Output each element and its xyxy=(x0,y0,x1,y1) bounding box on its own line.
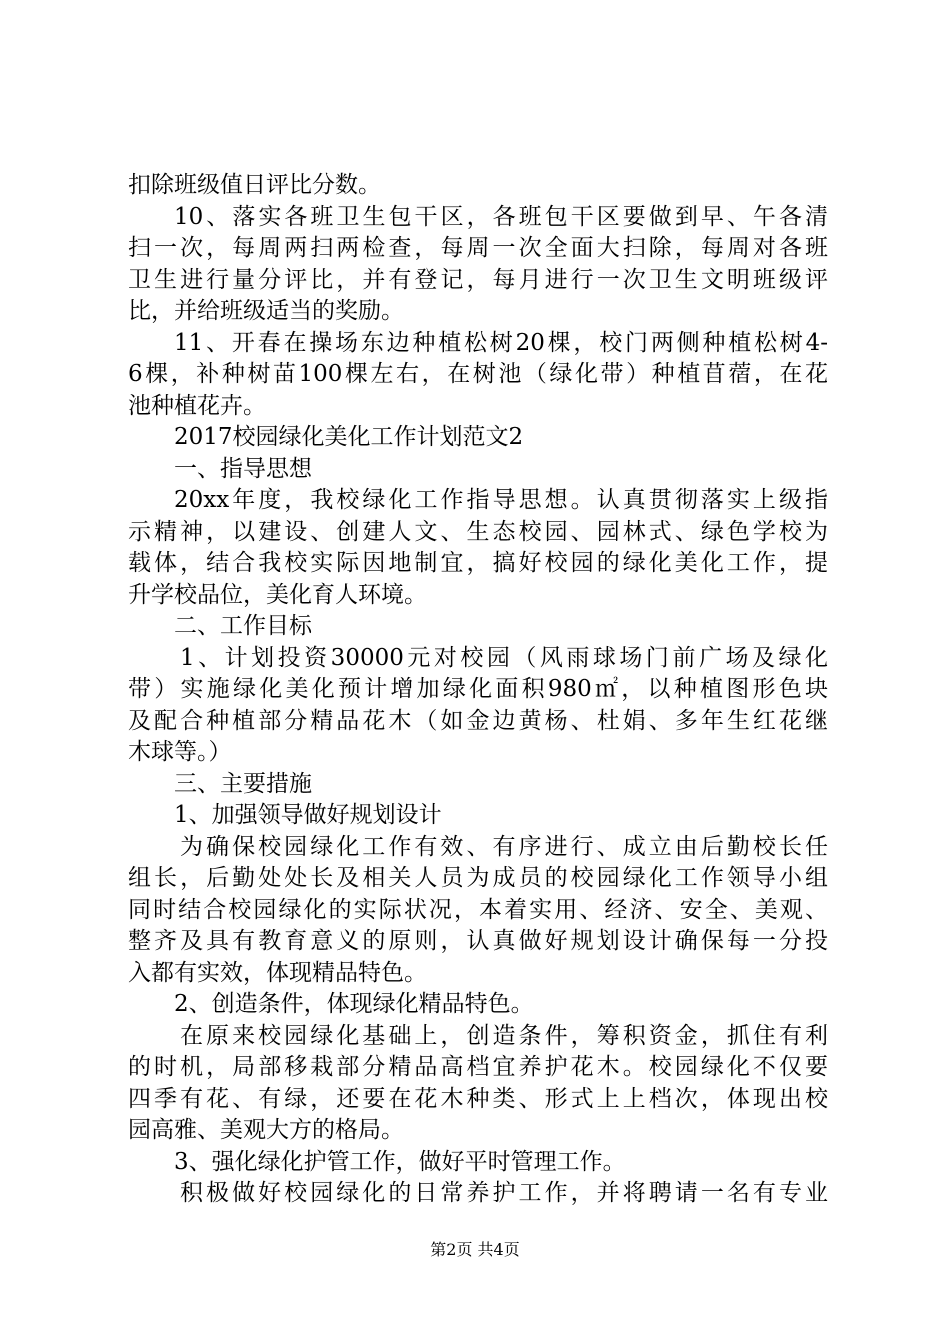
text-line: 示精神，以建设、创建人文、生态校园、园林式、绿色学校为 xyxy=(128,518,828,545)
text-line: 二、工作目标 xyxy=(174,613,312,639)
text-line: 入都有实效，体现精品特色。 xyxy=(128,959,427,986)
text-line: 卫生进行量分评比，并有登记，每月进行一次卫生文明班级评 xyxy=(128,266,828,293)
document-body xyxy=(128,170,828,1210)
text-line: 1、计划投资30000元对校园（风雨球场门前广场及绿化 xyxy=(180,644,828,671)
text-line: 的时机，局部移栽部分精品高档宜养护花木。校园绿化不仅要 xyxy=(128,1054,828,1080)
text-line: 园高雅、美观大方的格局。 xyxy=(128,1117,404,1143)
text-line: 整齐及具有教育意义的原则，认真做好规划设计确保每一分投 xyxy=(128,928,828,954)
text-line: 1、加强领导做好规划设计 xyxy=(174,802,442,828)
text-line: 组长，后勤处处长及相关人员为成员的校园绿化工作领导小组 xyxy=(128,865,828,891)
text-line: 10、落实各班卫生包干区，各班包干区要做到早、午各清 xyxy=(174,203,828,230)
text-line: 扫一次，每周两扫两检查，每周一次全面大扫除，每周对各班 xyxy=(128,235,828,261)
text-line: 扣除班级值日评比分数。 xyxy=(128,172,381,198)
text-line: 同时结合校园绿化的实际状况，本着实用、经济、安全、美观、 xyxy=(128,896,828,923)
text-line: 2、创造条件，体现绿化精品特色。 xyxy=(174,991,534,1017)
text-line: 升学校品位，美化育人环境。 xyxy=(128,581,427,608)
text-line: 一、指导思想 xyxy=(174,455,312,482)
text-line: 木球等。） xyxy=(128,739,232,765)
text-line: 及配合种植部分精品花木（如金边黄杨、杜娟、多年生红花继 xyxy=(128,707,828,734)
text-line: 载体，结合我校实际因地制宜，搞好校园的绿化美化工作，提 xyxy=(128,550,828,576)
text-line: 11、开春在操场东边种植松树20棵，校门两侧种植松树4- xyxy=(174,329,828,356)
text-line: 在原来校园绿化基础上，创造条件，筹积资金，抓住有利 xyxy=(180,1022,828,1049)
page-footer: 第2页 共4页 xyxy=(430,1240,520,1259)
text-line: 池种植花卉。 xyxy=(128,392,266,419)
text-line: 积极做好校园绿化的日常养护工作，并将聘请一名有专业 xyxy=(180,1180,828,1206)
text-line: 3、强化绿化护管工作，做好平时管理工作。 xyxy=(174,1148,626,1175)
text-line: 为确保校园绿化工作有效、有序进行、成立由后勤校长任 xyxy=(180,833,828,860)
text-line: 四季有花、有绿，还要在花木种类、形式上上档次，体现出校 xyxy=(128,1085,828,1112)
text-line: 2017校园绿化美化工作计划范文2 xyxy=(174,424,524,450)
text-line: 带）实施绿化美化预计增加绿化面积980㎡，以种植图形色块 xyxy=(128,676,828,702)
text-line: 20xx年度，我校绿化工作指导思想。认真贯彻落实上级指 xyxy=(174,487,828,513)
text-line: 6棵，补种树苗100棵左右，在树池（绿化带）种植苜蓿，在花 xyxy=(128,361,828,387)
text-line: 比，并给班级适当的奖励。 xyxy=(128,298,404,324)
text-line: 三、主要措施 xyxy=(174,770,312,797)
